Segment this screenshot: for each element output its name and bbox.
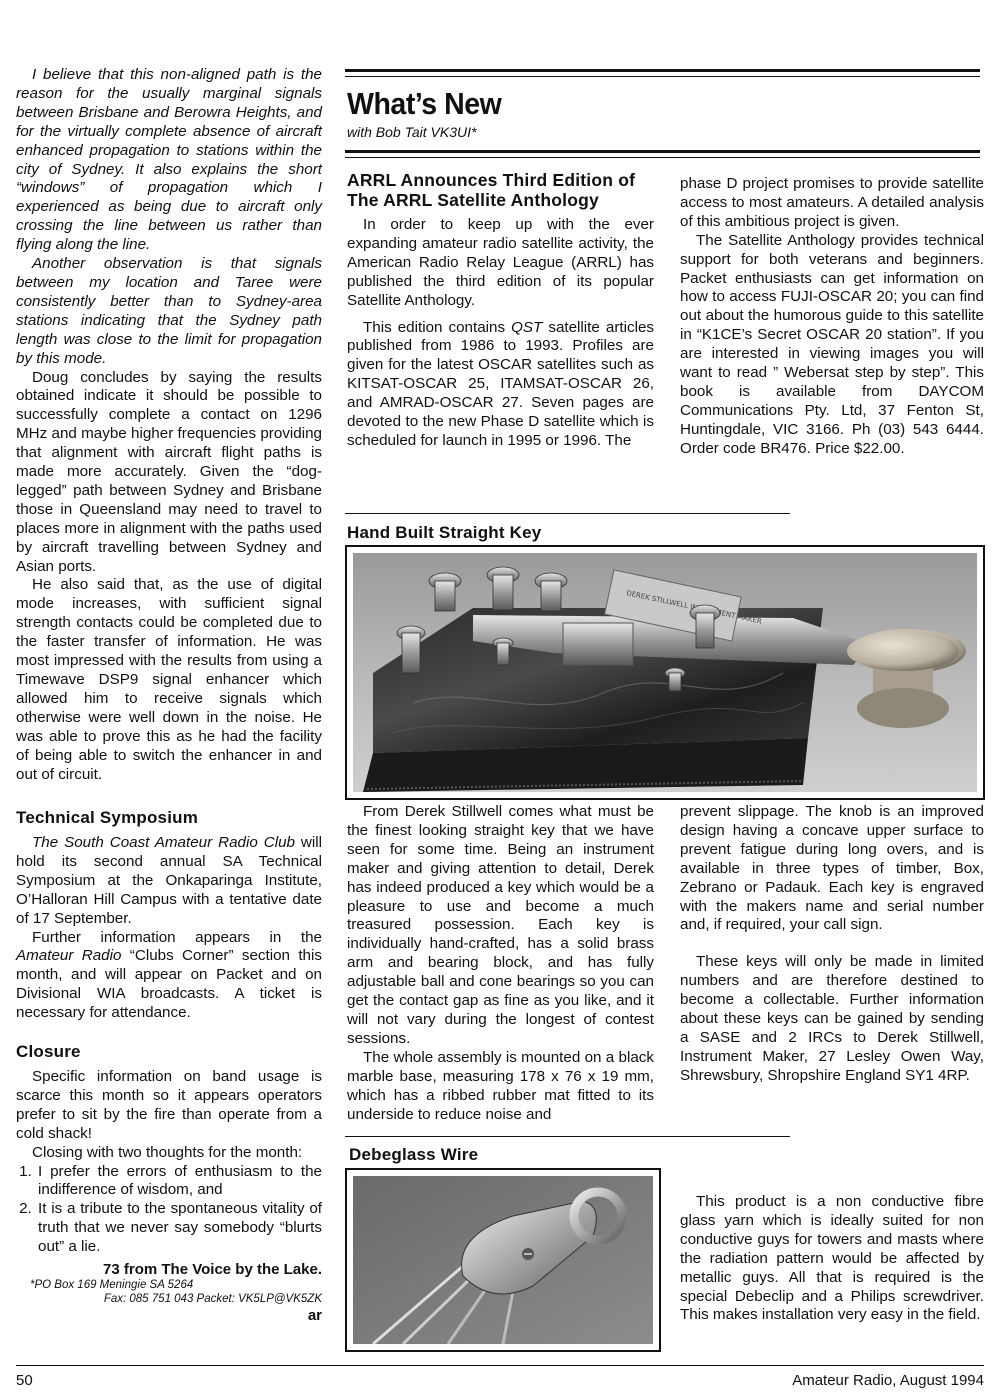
qst-name: QST [511, 318, 543, 336]
signoff: 73 from The Voice by the Lake. [103, 1261, 322, 1279]
key-column-2 [680, 803, 984, 1086]
debeglass-heading: Debeglass Wire [349, 1145, 479, 1164]
debeglass-illustration [353, 1176, 653, 1344]
closure-section [16, 1042, 322, 1324]
technical-symposium-section [16, 808, 322, 1023]
technical-symposium-heading: Technical Symposium [16, 808, 199, 827]
footer-rule [16, 1365, 984, 1366]
closure-paragraph-1: Specific information on band usage is scarce this month so it appears operators prefer to sit by the fire than operate from a cold shack! [16, 1068, 322, 1142]
arrl-paragraph-3: phase D project promises to provide satellite access to most amateurs. A detailed analysis of this ambitious project is given. [680, 175, 984, 230]
arrl-column-2 [680, 175, 984, 459]
key-heading: Hand Built Straight Key [347, 523, 542, 542]
straight-key-photo [345, 545, 985, 800]
arrl-paragraph-4: The Satellite Anthology provides technical support for both veterans and beginners. Packet enthusiasts can get information on how to access FUJI-OSCAR 20; you can find out about the humorous guide to this satellite in “K1CE’s Secret OSCAR 20 station”. If you are interested in viewing images you will want to read ” Webersat step by step”. This book is available from DAYCOM Communications Pty. Ltd, 37 Fenton St, Huntingdale, VIC 3166. Ph (03) 543 6444. Order code BR476. Price $22.00. [680, 231, 984, 457]
technical-symposium-text: will hold its second annual SA Technical Symposium at the Onkaparinga Institute, O’Halloran Hill Campus with a tentative date of 17 September. [16, 834, 322, 927]
left-paragraph-4: He also said that, as the use of digital mode increases, with sufficient signal strength contacts could be completed due to the faster transfer of information. He was most impressed with the results from using a Timewave DSP9 signal enhancer which allowed him to receive signals which otherwise were well down in the noise. He was able to prove this as he had the facility of being able to switch the enhancer in and out of circuit. [16, 576, 322, 783]
key-heading-wrap [347, 523, 747, 543]
arrl-heading: ARRL Announces Third Edition of The ARRL Satellite Anthology [347, 170, 636, 210]
contact-info: Fax: 085 751 043 Packet: VK5LP@VK5ZK [103, 1293, 322, 1306]
left-paragraph-2: Another observation is that signals between my location and Taree were consistently better than to Sydney-area stations indicating that the Sydney path length was close to the limit for propagation by this mode. [16, 255, 322, 367]
debeglass-photo [345, 1168, 661, 1352]
arrl-column-1 [347, 170, 654, 451]
column-title: What’s New [347, 86, 502, 121]
column-masthead [347, 86, 747, 140]
arrl-p2-start: This edition contains [363, 318, 512, 336]
page-number: 50 [16, 1372, 33, 1389]
arrl-paragraph-1: In order to keep up with the ever expanding amateur radio satellite activity, the American Radio Relay League (ARRL) has published the third edition of its popular Satellite Anthology. [347, 216, 654, 309]
arrl-end-rule [345, 513, 790, 514]
thought-2: 2. It is a tribute to the spontaneous vitality of truth that we never say somebody “blurts out” a lie. [36, 1200, 322, 1257]
publication-info: Amateur Radio, August 1994 [792, 1372, 984, 1389]
key-paragraph-4: These keys will only be made in limited numbers and are therefore destined to become a collectable. Further information about these keys can be gained by sending a SASE and 2 IRCs to Derek Stillwell, Instrument Maker, 27 Lesley Owen Way, Shrewsbury, Shropshire England SY1 4RP. [680, 953, 984, 1084]
debeglass-paragraph-1: This product is a non conductive fibre glass yarn which is ideally suited for non conductive guys for towers and masts where the radiation pattern would be affected by metallic guys. All that is required is the special Debeclip and a Philips screwdriver. This makes installation very easy in the field. [680, 1193, 984, 1324]
engraving-text: DEREK STILLWELL MAKER [625, 589, 763, 626]
tech-p2-start: Further information appears in the [32, 928, 322, 946]
left-paragraph-1: I believe that this non-aligned path is the reason for the usually marginal signals between Brisbane and Berowra Heights, and for the virtually complete absence of aircraft enhanced propagation to stations within the city of Sydney. It also explains the short “windows” of propagation which I experienced as being due to aircraft only crossing the line between us rather than flying along the line. [16, 66, 322, 254]
column-byline: with Bob Tait VK3UI* [347, 124, 477, 140]
masthead-rule-bottom [345, 150, 980, 153]
technical-symposium-paragraph-2 [16, 929, 322, 1024]
straight-key-illustration [353, 553, 977, 792]
arrl-p2-end: satellite articles published from 1986 to 1993. Profiles are given for the latest OSCAR satellites such as KITSAT-OSCAR 25, ITAMSAT-OSCAR 26, and AMRAD-OSCAR 27. Seven pages are devoted to the new Phase D satellite which is scheduled for launch in 1995 or 1996. The [347, 318, 654, 449]
thoughts-list [16, 1163, 322, 1258]
closure-paragraph-2: Closing with two thoughts for the month: [32, 1143, 303, 1161]
magazine-name: Amateur Radio [16, 947, 122, 965]
masthead-rule-bottom-2 [345, 157, 980, 158]
debeglass-heading-wrap [349, 1145, 649, 1165]
key-paragraph-1: From Derek Stillwell comes what must be the finest looking straight key that we have seen for some time. Being an instrument maker and giving attention to detail, Derek has indeed produced a key which would be a pleasure to use and become a much treasured possession. Each key is individually hand-crafted, has a solid brass arm and bearing block, and has fully adjustable ball and cone bearings so you can get the contact gap as fine as you like, and it will not vary during the longest of contest sessions. [347, 803, 654, 1047]
end-mark: ar [307, 1307, 322, 1325]
club-name: The South Coast Amateur Radio Club [32, 834, 295, 851]
technical-symposium-paragraph-1 [16, 834, 322, 929]
debeglass-text-column [680, 1193, 984, 1325]
arrl-paragraph-2 [347, 319, 654, 451]
straight-key-image [353, 553, 977, 792]
key-end-rule [345, 1136, 790, 1137]
masthead-rule-top [345, 69, 980, 72]
left-paragraph-3: Doug concludes by saying the results obtained indicate it should be possible to successfully complete a contact on 1296 MHz and maybe higher frequencies providing that alignment with aircraft flight paths is made more accurately. Given the “dog-legged” path between Sydney and Brisbane those in Queensland may need to travel to places more in alignment with the paths used by aircraft travelling between Sydney and Asian ports. [16, 368, 322, 575]
debeglass-image [353, 1176, 653, 1344]
tech-p2-end: “Clubs Corner” section this month, and will appear on Packet and on Divisional WIA broadcasts. A ticket is necessary for attendance. [16, 947, 322, 1022]
key-paragraph-3: prevent slippage. The knob is an improved design having a concave upper surface to prevent fatigue during long overs, and is available in three types of timber, Box, Zebrano or Padauk. Each key is engraved with the makers name and serial number and, if required, your call sign. [680, 803, 984, 934]
address: *PO Box 169 Meningie SA 5264 [30, 1279, 194, 1292]
thought-1: 1. I prefer the errors of enthusiasm to the indifference of wisdom, and [36, 1163, 322, 1201]
closure-heading: Closure [16, 1042, 81, 1061]
key-column-1 [347, 803, 654, 1124]
key-paragraph-2: The whole assembly is mounted on a black marble base, measuring 178 x 76 x 19 mm, which has a ribbed rubber mat fitted to its underside to reduce noise and [347, 1048, 654, 1123]
left-column [16, 66, 322, 784]
masthead-rule-top-2 [345, 76, 980, 77]
